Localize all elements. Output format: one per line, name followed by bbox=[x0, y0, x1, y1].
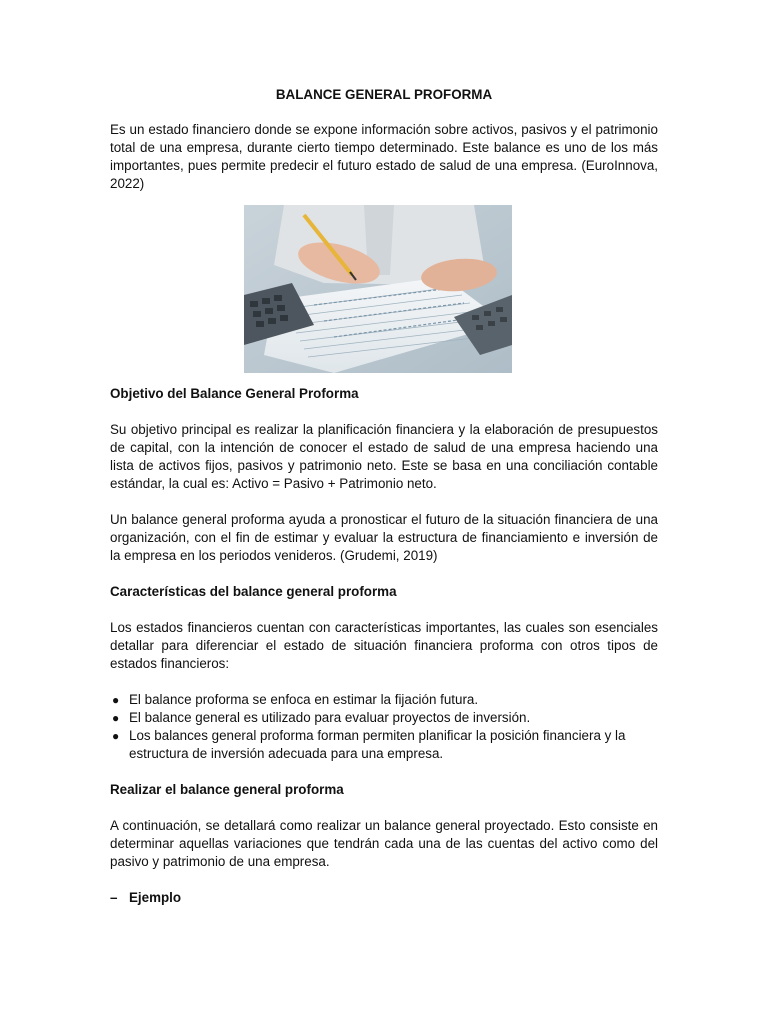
intro-paragraph: Es un estado financiero donde se expone información sobre activos, pasivos y el patrimonio total de una empresa, durante cierto tiempo determinado. Este balance es uno de los más importantes, pues permite predecir el futuro estado de salud de una empresa. (EuroInnova, 2022) bbox=[110, 122, 658, 191]
realize-heading: Realizar el balance general proforma bbox=[110, 782, 344, 797]
objective-paragraph-2: Un balance general proforma ayuda a pronosticar el futuro de la situación financiera de una organización, con el fin de estimar y evaluar la estructura de financiamiento e inversión de la empresa en los periodos venideros. (Grudemi, 2019) bbox=[110, 512, 658, 563]
bullet-icon: ● bbox=[112, 711, 120, 725]
bullet-icon: ● bbox=[112, 693, 120, 707]
realize-paragraph: A continuación, se detallará como realizar un balance general proyectado. Esto consiste en determinar aquellas variaciones que tendrán cada una de las cuentas del activo como del pasivo y patrimonio de una empresa. bbox=[110, 818, 658, 869]
characteristics-heading: Características del balance general proforma bbox=[110, 584, 397, 599]
example-label: Ejemplo bbox=[129, 890, 182, 905]
dash-marker: – bbox=[110, 890, 118, 905]
document-content bbox=[110, 86, 658, 907]
list-item: ● El balance general es utilizado para evaluar proyectos de inversión. bbox=[112, 710, 531, 725]
characteristics-list bbox=[110, 691, 658, 763]
financial-photo-illustration bbox=[244, 205, 512, 373]
document-title: BALANCE GENERAL PROFORMA bbox=[275, 87, 493, 102]
objective-heading: Objetivo del Balance General Proforma bbox=[110, 386, 359, 401]
example-item bbox=[110, 889, 658, 907]
list-item: ● El balance proforma se enfoca en estimar la fijación futura. bbox=[112, 692, 479, 707]
objective-paragraph-1: Su objetivo principal es realizar la planificación financiera y la elaboración de presupuestos de capital, con la intención de conocer el estado de salud de una empresa haciendo una lista de activos fijos, pasivos y patrimonio neto. Este se basa en una conciliación contable estándar, la cual es: Activo = Pasivo + Patrimonio neto. bbox=[110, 422, 658, 491]
financial-photo bbox=[244, 205, 512, 373]
bullet-icon: ● bbox=[112, 729, 120, 743]
characteristics-paragraph: Los estados financieros cuentan con características importantes, las cuales son esenciales detallar para diferenciar el estado de situación financiera proforma con otros tipos de estados financieros: bbox=[110, 620, 658, 671]
list-item: ● Los balances general proforma forman permiten planificar la posición financiera y la estructura de inversión adecuada para una empresa. bbox=[112, 728, 626, 761]
